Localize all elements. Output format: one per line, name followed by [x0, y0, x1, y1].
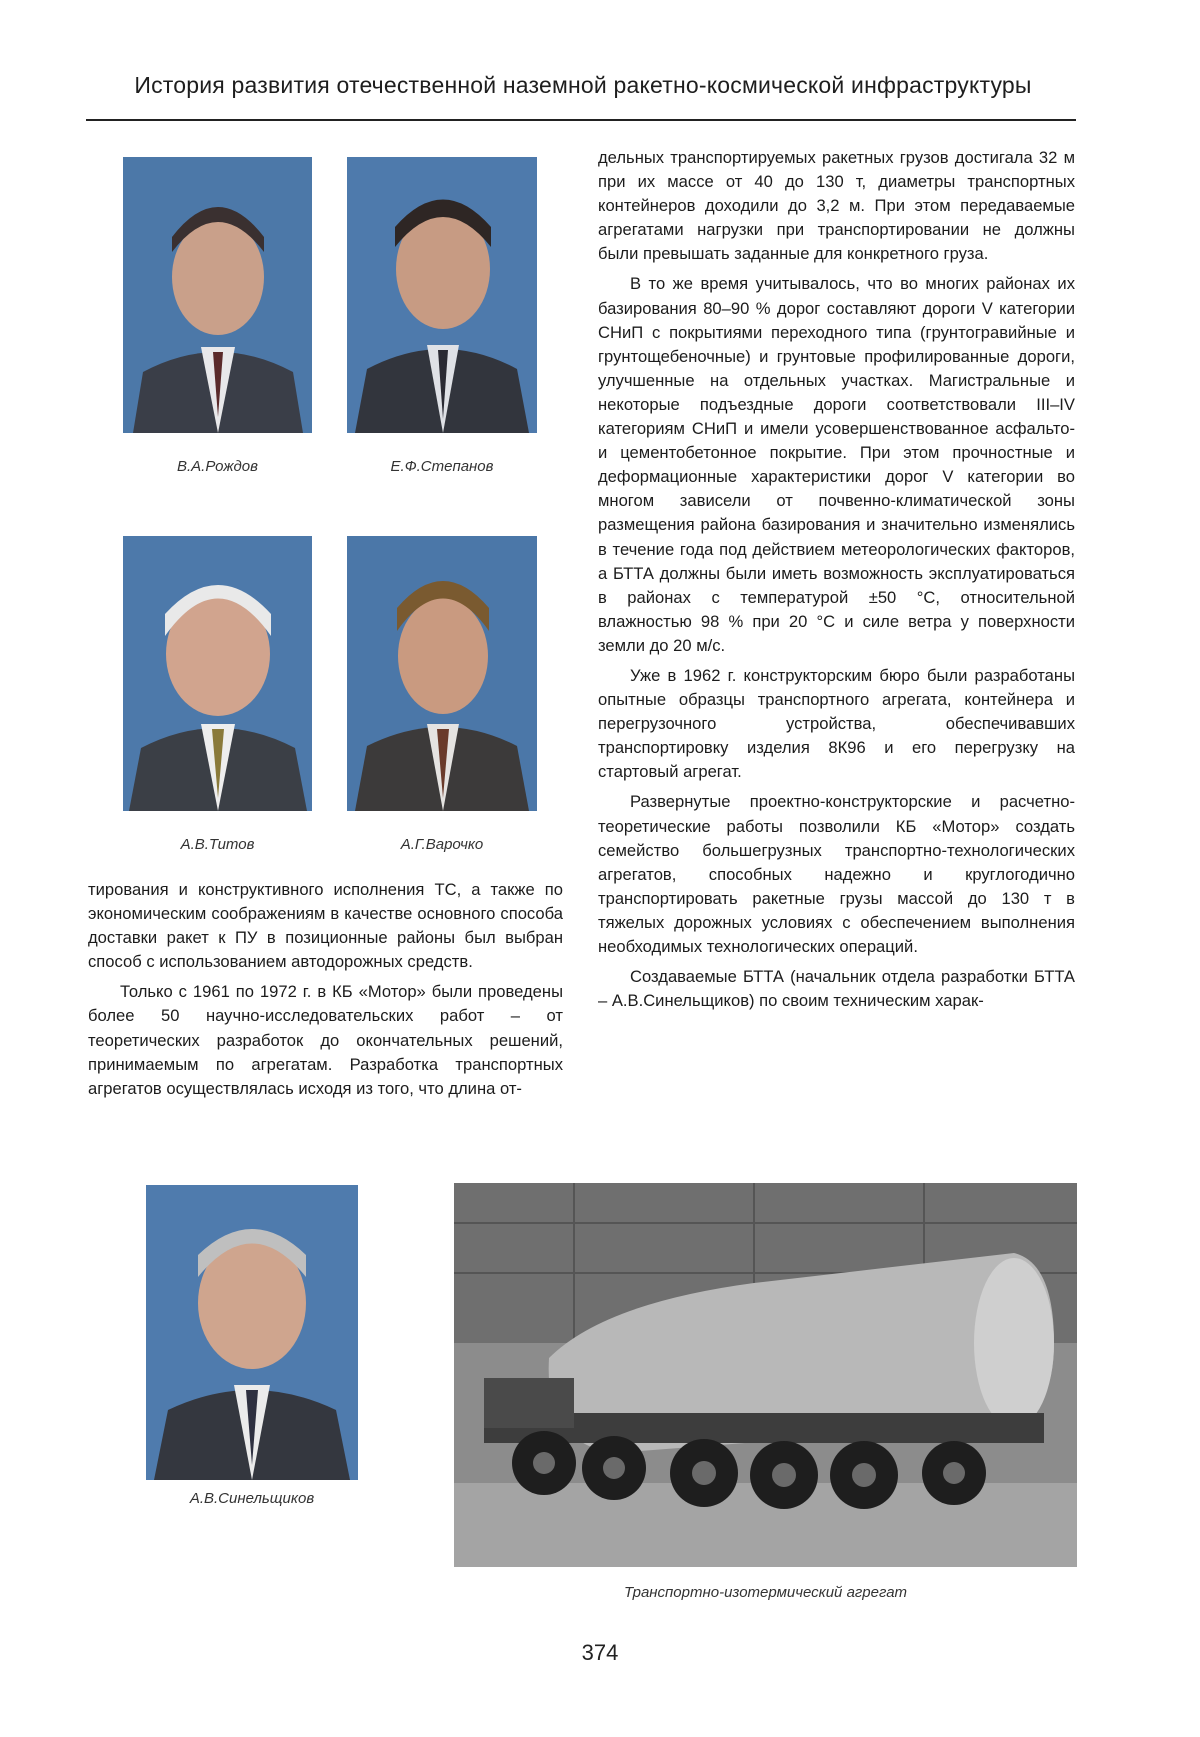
paragraph: Создаваемые БТТА (начальник отдела разработки БТТА – А.В.Синельщиков) по своим техническим харак- [598, 967, 1075, 1011]
portrait-photo [347, 536, 537, 811]
left-column-text [88, 878, 563, 1101]
portrait-photo [347, 157, 537, 433]
portrait-caption: А.В.Синельщиков [189, 1490, 315, 1507]
running-title: История развития отечественной наземной ракетно-космической инфраструктуры [134, 72, 1032, 98]
portrait-photo [123, 536, 312, 811]
paragraph: тирования и конструктивного исполнения ТС, а также по экономическим соображениям в качестве основного способа доставки ракет к ПУ в позиционные районы был выбран способ с использованием автодорожных средств. [88, 880, 563, 972]
page-number: 374 [581, 1640, 619, 1665]
paragraph: В то же время учитывалось, что во многих районах их базирования 80–90 % дорог составляют дороги V категории СНиП с покрытиями переходного типа (грунтогравийные и грунтощебеночные) и грунтовые профилированные дороги, улучшенные на отдельных участках. Магистральные и некоторые подъездные дороги соответствовали III–IV категориям СНиП и имели усовершенствованное асфальто- и цементобетонное покрытие. При этом прочностные и деформационные характеристики дорог V категории во многом зависели от почвенно-климатической зоны размещения района базирования и значительно изменялись в течение года под действием метеорологических факторов, а БТТА должны были иметь возможность эксплуатироваться в районах с температурой ±50 °С, относительной влажностью 98 % при 20 °С и силе ветра у поверхности земли до 20 м/с. [598, 274, 1075, 655]
transport-vehicle-photo [454, 1183, 1077, 1567]
paragraph: Только с 1961 по 1972 г. в КБ «Мотор» были проведены более 50 научно-исследовательских работ – от теоретических разработок до окончательных решений, принимаемым по агрегатам. Разработка транспортных агрегатов осуществлялась исходя из того, что длина от- [88, 982, 563, 1098]
right-column-text [598, 146, 1075, 1013]
portrait-photo [146, 1185, 358, 1480]
portrait-photo [123, 157, 312, 433]
portrait-caption: А.В.Титов [180, 836, 255, 853]
paragraph: Развернутые проектно-конструкторские и расчетно-теоретические работы позволили КБ «Мотор» создать семейство большегрузных транспортно-технологических агрегатов, способных надежно и круглогодично транспортировать ракетные грузы массой до 130 т в тяжелых дорожных условиях с обеспечением выполнения необходимых технологических операций. [598, 792, 1075, 956]
portrait-caption: В.А.Рождов [177, 458, 258, 475]
header-rule [86, 119, 1076, 121]
portrait-caption: А.Г.Варочко [400, 836, 484, 853]
photo-caption: Транспортно-изотермический агрегат [623, 1584, 908, 1601]
paragraph: Уже в 1962 г. конструкторским бюро были разработаны опытные образцы транспортного агрегата, контейнера и перегрузочного устройства, обеспечивавших транспортировку изделия 8К96 и его перегрузку на стартовый агрегат. [598, 665, 1075, 782]
paragraph: дельных транспортируемых ракетных грузов достигала 32 м при их массе от 40 до 130 т, диаметры транспортных контейнеров доходили до 3,2 м. При этом передаваемые агрегатами нагрузки при транспортировании не должны были превышать заданные для конкретного груза. [598, 148, 1075, 264]
portrait-caption: Е.Ф.Степанов [390, 458, 494, 475]
